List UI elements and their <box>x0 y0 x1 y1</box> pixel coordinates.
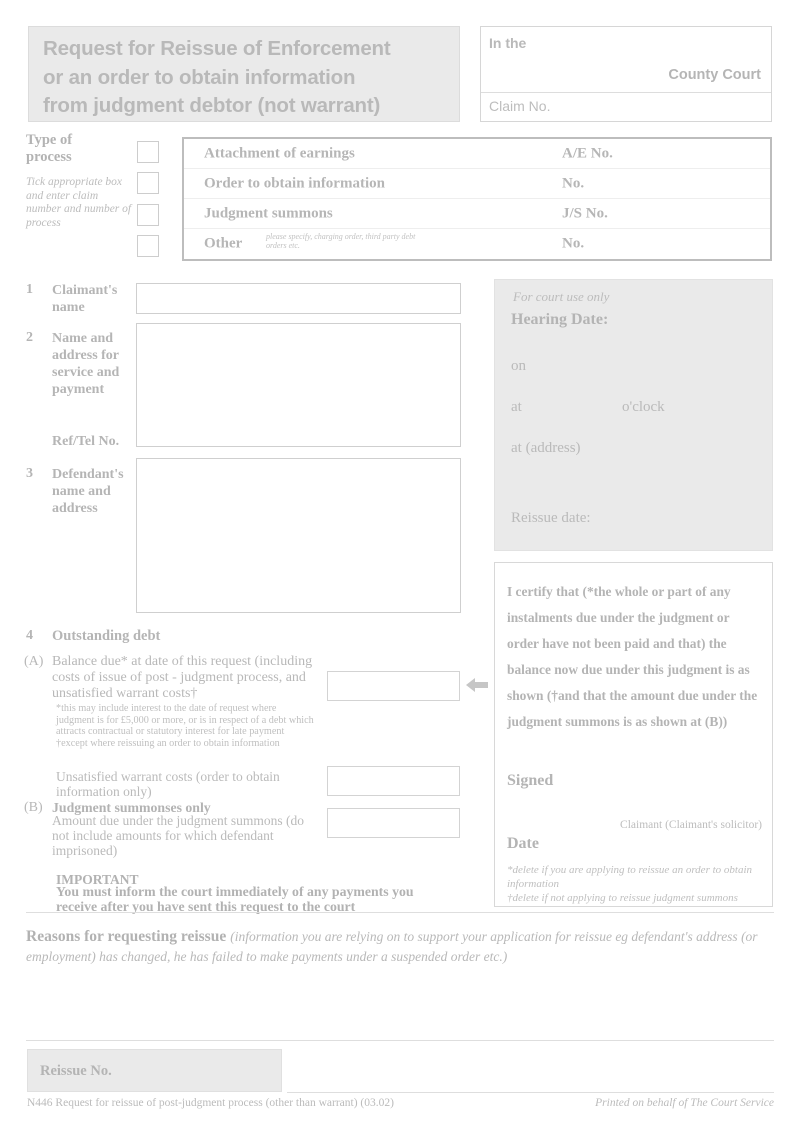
footer-divider <box>287 1092 774 1093</box>
certification-statement: I certify that (*the whole or part of any instalments due under the judgment or order have not been paid and that) the balance now due under this judgment is as shown (†and that the amount due under the judgment summons is as shown at (B)) <box>507 584 758 729</box>
county-court-label: County Court <box>668 67 761 83</box>
reasons-note: (information you are relying on to support your application for reissue eg defendant's address (or employment) has changed, he has failed to make payments under a suspended order etc.) <box>26 929 758 964</box>
certification-panel <box>494 562 773 907</box>
judgment-summonses-only-heading: Judgment summonses only <box>52 800 211 815</box>
unsatisfied-warrant-costs-description: Unsatisfied warrant costs (order to obtain information only) <box>56 769 280 799</box>
balance-due-footnotes <box>56 703 316 749</box>
form-title-block <box>28 26 460 122</box>
process-name: Order to obtain information <box>204 175 385 191</box>
important-notice-text: You must inform the court immediately of any payments you receive after you have sent this request to the court <box>56 884 414 914</box>
reasons-heading: Reasons for requesting reissue <box>26 928 227 945</box>
section-4-number: 4 <box>26 628 33 643</box>
process-number-label: No. <box>562 235 585 252</box>
for-court-use-only-panel <box>494 279 773 551</box>
section-divider-lower <box>26 1040 774 1041</box>
reissue-date-label: Reissue date: <box>511 510 591 526</box>
date-label: Date <box>507 835 539 852</box>
claim-no-label: Claim No. <box>489 98 551 114</box>
process-number-label: No. <box>562 175 585 191</box>
oclock-label: o'clock <box>622 399 665 415</box>
section-divider-upper <box>26 912 774 913</box>
checkbox-order-to-obtain-information[interactable] <box>137 172 159 194</box>
footer-printed-on-behalf: Printed on behalf of The Court Service <box>595 1097 774 1109</box>
process-number-label: A/E No. <box>562 145 613 161</box>
checkbox-judgment-summons[interactable] <box>137 204 159 226</box>
hearing-at-address-label: at (address) <box>511 440 581 456</box>
reissue-no-label: Reissue No. <box>40 1063 112 1079</box>
field-3-number: 3 <box>26 466 33 481</box>
certification-footnote-dagger: †delete if not applying to reissue judgment summons <box>507 892 738 904</box>
certification-footnotes <box>507 863 765 905</box>
field-3-label: Defendant's name and address <box>52 467 124 516</box>
checkbox-other[interactable] <box>137 235 159 257</box>
process-row-judgment-summons <box>184 199 770 229</box>
balance-due-footnote-dagger: †except where reissuing an order to obtain information <box>56 737 280 749</box>
unsatisfied-warrant-costs-input[interactable] <box>327 766 460 796</box>
hearing-at-label: at <box>511 399 522 415</box>
type-of-process-label-line2: process <box>26 149 72 165</box>
process-row-other <box>184 229 770 259</box>
for-court-use-only-label: For court use only <box>513 289 610 304</box>
judgment-summons-amount-input[interactable] <box>327 808 460 838</box>
item-b-marker: (B) <box>24 800 43 815</box>
process-other-specify-note: please specify, charging order, third party debt orders etc. <box>266 232 416 250</box>
balance-due-description: Balance due* at date of this request (including costs of issue of post - judgment process, and unsatisfied warrant costs† <box>52 654 313 701</box>
judgment-summons-amount-description: Amount due under the judgment summons (do not include amounts for which defendant imprisoned) <box>52 813 304 858</box>
balance-due-footnote-star: *this may include interest to the date of request where judgment is for £5,000 or more, or is in respect of a debt which attracts contractual or statutory interest for late payment <box>56 703 314 738</box>
arrow-left-icon <box>466 676 488 694</box>
process-name: Other <box>204 235 243 252</box>
process-number-label: J/S No. <box>562 205 608 221</box>
reasons-textarea[interactable] <box>26 975 774 1037</box>
signed-label: Signed <box>507 772 554 789</box>
tick-instruction-note: Tick appropriate box and enter claim number and number of process <box>26 176 132 229</box>
field-1-label: Claimant's name <box>52 283 118 315</box>
balance-due-amount-input[interactable] <box>327 671 460 701</box>
outstanding-debt-heading: Outstanding debt <box>52 628 161 644</box>
footer-form-reference: N446 Request for reissue of post-judgment process (other than warrant) (03.02) <box>27 1097 394 1109</box>
defendant-name-address-input[interactable] <box>136 458 461 613</box>
type-of-process-label <box>26 132 131 166</box>
form-title-line-1: Request for Reissue of Enforcement <box>43 37 391 60</box>
form-title-line-3: from judgment debtor (not warrant) <box>43 94 381 117</box>
checkbox-attachment-of-earnings[interactable] <box>137 141 159 163</box>
claimant-solicitor-label: Claimant (Claimant's solicitor) <box>620 819 762 831</box>
field-1-number: 1 <box>26 282 33 297</box>
process-row-order-to-obtain-information <box>184 169 770 199</box>
reasons-for-reissue-section <box>26 927 774 967</box>
court-details-block <box>480 26 772 122</box>
process-name: Judgment summons <box>204 205 333 221</box>
hearing-date-label: Hearing Date: <box>511 311 609 328</box>
process-name: Attachment of earnings <box>204 145 355 161</box>
process-row-attachment-of-earnings <box>184 139 770 169</box>
claimant-name-input[interactable] <box>136 283 461 314</box>
ref-tel-no-label: Ref/Tel No. <box>52 434 120 449</box>
type-of-process-label-line1: Type of <box>26 132 73 148</box>
item-a-marker: (A) <box>24 654 44 669</box>
reissue-no-block[interactable] <box>27 1049 282 1092</box>
certification-footnote-star: *delete if you are applying to reissue an order to obtain information <box>507 864 753 890</box>
process-type-table <box>182 137 772 261</box>
important-notice-heading: IMPORTANT <box>56 872 139 887</box>
field-2-number: 2 <box>26 330 33 345</box>
form-title-line-2: or an order to obtain information <box>43 65 356 89</box>
service-address-input[interactable] <box>136 323 461 447</box>
court-block-divider <box>481 92 771 93</box>
in-the-label: In the <box>489 35 527 51</box>
field-2-label: Name and address for service and payment <box>52 331 120 397</box>
hearing-on-label: on <box>511 358 526 374</box>
